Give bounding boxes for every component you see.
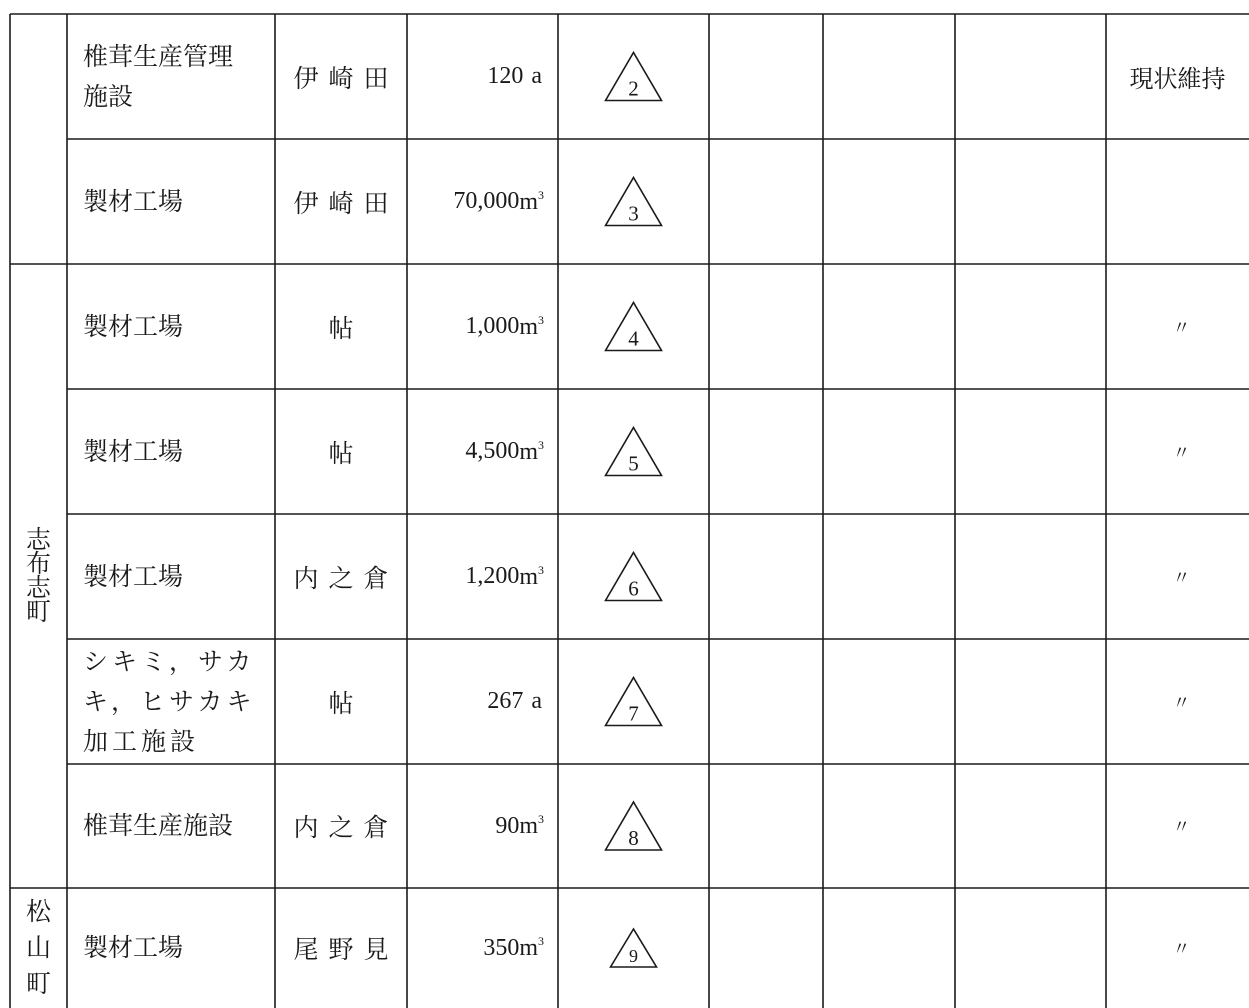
map-number-label: 2: [628, 76, 639, 101]
scale-unit: $m^3$: [519, 187, 544, 215]
scale-cell: [407, 514, 558, 639]
municipality-cell: [10, 264, 67, 888]
facility-name: [83, 642, 256, 762]
facility-name-line: 製材工場: [83, 311, 184, 341]
map-number-label: 3: [628, 201, 639, 226]
facility-name-cell: [67, 264, 275, 389]
facility-name: [83, 307, 183, 347]
scale-cell: [407, 14, 558, 139]
facility-name-cell: [67, 14, 275, 139]
facility-name: [83, 182, 183, 222]
scale-cell: [407, 639, 558, 764]
facility-name: [83, 432, 183, 472]
facility-name: [83, 806, 233, 846]
municipality-char: 松: [25, 897, 51, 926]
scale-cell: [407, 888, 558, 1008]
location-cell: 伊崎田: [293, 188, 399, 218]
municipality-char: 布: [25, 549, 51, 578]
facility-name: [83, 37, 233, 117]
map-number-triangle: [606, 802, 662, 850]
scale-unit: $m^3$: [519, 812, 544, 839]
location-cell: 尾野見: [293, 935, 399, 964]
scale-unit: $m^3$: [519, 562, 544, 590]
facility-name-cell: [67, 389, 275, 514]
location-cell: 帖: [328, 313, 364, 343]
map-number-triangle: [606, 428, 662, 476]
facility-name-line: 椎茸生産施設: [83, 811, 234, 840]
facility-name-cell: [67, 639, 275, 764]
municipality-char: 山: [25, 933, 51, 962]
municipality-char: 町: [25, 969, 51, 998]
facility-name-line: シキミ，サカ: [83, 646, 256, 676]
facility-name-line: 加工施設: [83, 726, 200, 756]
scale-cell: [407, 764, 558, 888]
note-cell: 〃: [1172, 939, 1191, 960]
note-cell: 〃: [1172, 442, 1191, 464]
note-cell: 〃: [1172, 567, 1191, 589]
facility-name-line: 椎茸生産管理: [83, 41, 234, 71]
facility-name-cell: [67, 764, 275, 888]
municipality-cell: [10, 14, 67, 264]
map-number-triangle: [606, 178, 662, 226]
facility-name-cell: [67, 139, 275, 264]
map-number-label: 6: [628, 576, 639, 601]
facility-name-cell: [67, 888, 275, 1008]
note-cell: 〃: [1172, 317, 1191, 339]
facility-name-line: キ，ヒサカキ: [83, 686, 256, 716]
map-number-triangle: [606, 303, 662, 351]
scale-value: 267: [487, 688, 524, 714]
facility-name-line: 製材工場: [83, 561, 184, 591]
facility-name-cell: [67, 514, 275, 639]
facility-name-line: 施設: [83, 81, 134, 111]
map-number-triangle: [611, 929, 657, 967]
scale-cell: [407, 389, 558, 514]
map-number-label: 9: [629, 946, 638, 966]
scale-cell: [407, 264, 558, 389]
map-number-triangle: [606, 53, 662, 101]
scale-unit: $m^3$: [519, 934, 544, 961]
scale-cell: [407, 139, 558, 264]
map-number-label: 8: [628, 826, 639, 850]
map-number-label: 4: [628, 326, 639, 351]
note-cell: 〃: [1172, 692, 1191, 714]
map-number-label: 7: [628, 701, 639, 726]
location-cell: 内之倉: [293, 813, 399, 842]
map-number-label: 5: [628, 451, 639, 476]
municipality-cell: [10, 888, 67, 1008]
scale-value: 1,200: [465, 563, 520, 589]
scale-unit: a: [531, 688, 542, 714]
note-cell: 現状維持: [1129, 65, 1226, 93]
scale-unit: $m^3$: [519, 312, 544, 340]
scale-value: 90: [495, 812, 520, 839]
municipality-char: 町: [25, 597, 51, 626]
facility-name: [83, 557, 183, 597]
scale-value: 70,000: [453, 188, 520, 214]
facility-name-line: 製材工場: [83, 933, 184, 962]
scale-value: 350: [483, 934, 520, 961]
map-number-triangle: [606, 678, 662, 726]
note-cell: [1106, 139, 1249, 264]
map-number-triangle: [606, 553, 662, 601]
note-cell: 〃: [1172, 817, 1191, 838]
location-cell: 内之倉: [293, 563, 399, 593]
facility-name: [83, 928, 183, 968]
scale-value: 120: [487, 63, 524, 89]
scale-unit: $m^3$: [519, 437, 544, 465]
location-cell: 伊崎田: [293, 63, 399, 93]
municipality-char: 志: [25, 525, 51, 554]
facility-name-line: 製材工場: [83, 436, 184, 466]
scale-unit: a: [531, 63, 542, 89]
location-cell: 帖: [328, 688, 364, 718]
location-cell: 帖: [328, 438, 364, 468]
scale-value: 4,500: [465, 438, 520, 464]
scale-value: 1,000: [465, 313, 520, 339]
facility-name-line: 製材工場: [83, 186, 184, 216]
municipality-char: 志: [25, 573, 51, 602]
